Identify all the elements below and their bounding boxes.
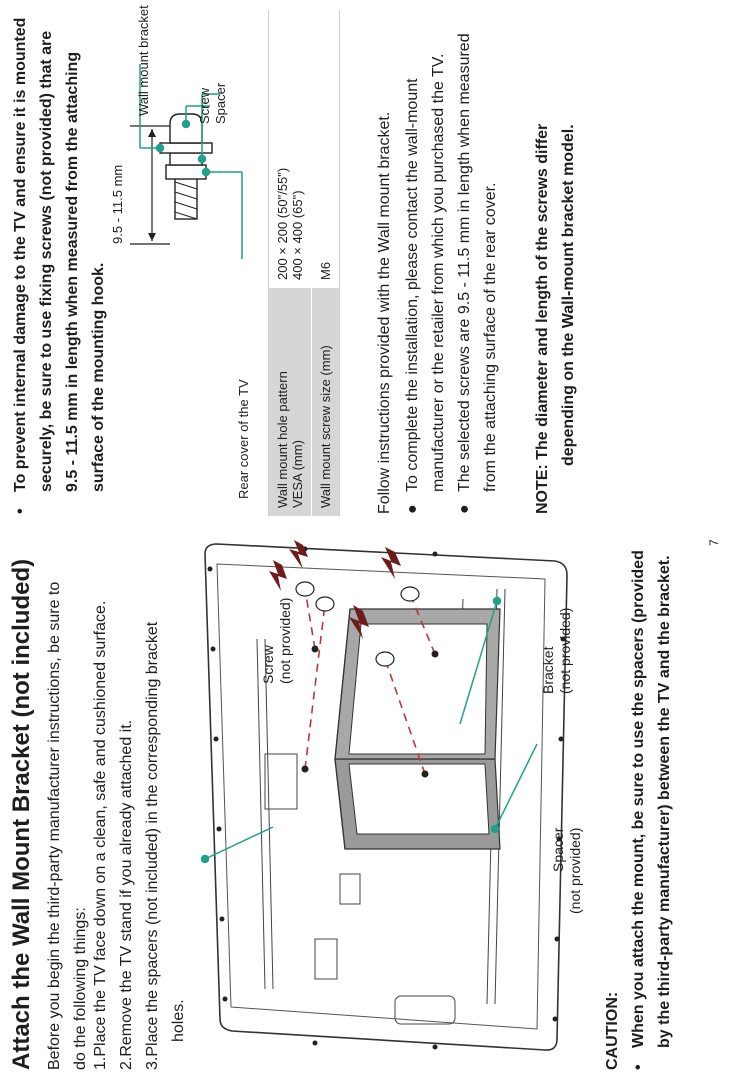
step-3: 3.Place the spacers (not included) in the corresponding bracket (144, 621, 161, 1070)
spec-table-wrapper (268, 10, 340, 516)
info-bullets (400, 4, 504, 514)
bracket-label: Bracket (not provided) (540, 607, 573, 694)
steps-list (88, 530, 192, 1070)
table-value-cell: 200 × 200 (50"/55") 400 × 400 (65") (269, 10, 312, 288)
bullet-dot: • (12, 508, 29, 514)
table-key-cell: Wall mount screw size (mm) (312, 288, 340, 516)
note-line-1: NOTE: The diameter and length of the screws differ (534, 123, 551, 514)
bullet-dot: ● (404, 504, 421, 514)
step-3-continued: holes. (170, 999, 187, 1042)
bullet-dot: ● (456, 504, 473, 514)
spacer-label: Spacer (not provided) (550, 827, 583, 914)
tv-bracket-illustration (195, 539, 580, 1059)
page-number: 7 (707, 539, 721, 546)
step-1: 1.Place the TV face down on a clean, safe and cushioned surface. (92, 600, 109, 1070)
note-line-2: depending on the Wall-mount bracket model. (560, 124, 577, 466)
rear-cover-plate (166, 165, 206, 179)
bracket-frame (335, 609, 500, 849)
intro-text: Before you begin the third-party manufacturer instructions, be sure to do the following things: (46, 581, 89, 1070)
caution-bullet: • When you attach the mount, be sure to use the spacers (provided by the third-party manufacturer) between the TV and the bracket. (626, 550, 678, 1070)
follow-instructions: Follow instructions provided with the Wall mount bracket. (376, 111, 393, 514)
spacer-block (170, 153, 202, 165)
table-value-cell: M6 (312, 10, 340, 288)
spec-table (268, 10, 340, 516)
table-row (312, 10, 340, 516)
bracket-plate (160, 143, 212, 153)
table-key-cell: Wall mount hole pattern VESA (mm) (269, 288, 312, 516)
screw-callout-label: Screw (197, 87, 212, 124)
list-item: ● The selected screws are 9.5 - 11.5 mm in length when measured from the attaching surface of the rear cover. (452, 4, 504, 514)
length-label: 9.5 - 11.5 mm (110, 164, 125, 244)
page-title: Attach the Wall Mount Bracket (not included) (8, 558, 35, 1070)
bullet-dot: • (630, 1064, 647, 1070)
screw-label: Screw (not provided) (260, 597, 293, 684)
caution-title: CAUTION: (604, 991, 621, 1070)
table-row (269, 10, 312, 516)
step-2: 2.Remove the TV stand if you already attached it. (118, 719, 135, 1070)
screw-length-bullet: • To prevent internal damage to the TV and ensure it is mounted securely, be sure to use fixing screws (not provided) that are 9.5 - 11.5 mm in length when measured from the attaching surface of the mounting hook. (8, 6, 112, 514)
spacer-callout-label: Spacer (213, 82, 228, 124)
rear-cover-label: Rear cover of the TV (236, 379, 251, 499)
list-item: ● To complete the installation, please contact the wall-mount manufacturer or the retailer from which you purchased the TV. (400, 4, 452, 514)
bracket-callout-label: Wall mount bracket (136, 5, 151, 116)
